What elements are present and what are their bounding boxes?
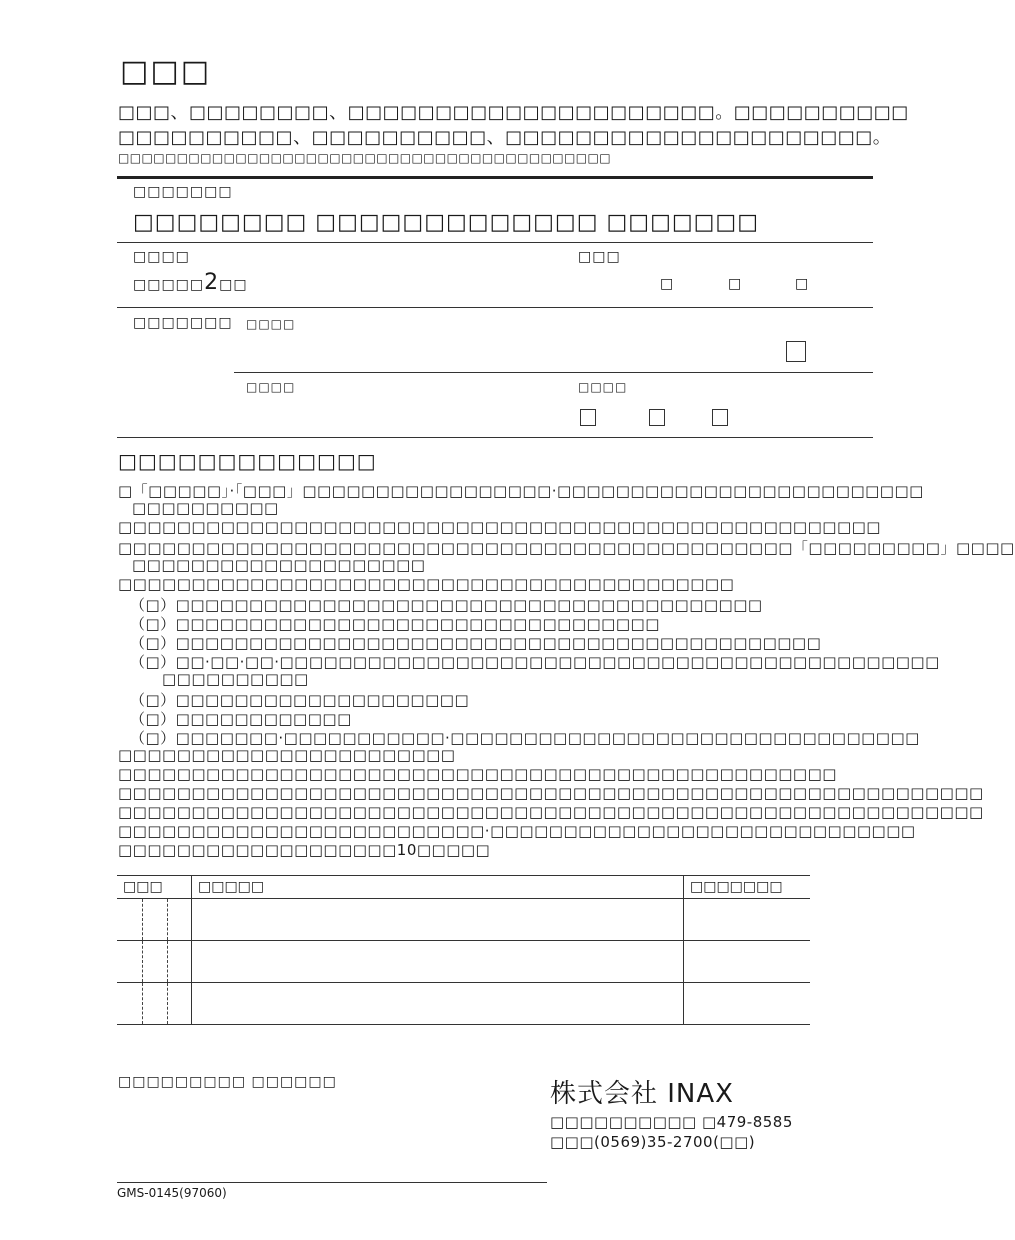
col-header-content: □□□□□ xyxy=(192,876,684,899)
phone-box-2[interactable] xyxy=(649,409,665,426)
purchase-date-label: □□□ xyxy=(578,249,621,265)
terms-line: □「□□□□□」·「□□□」□□□□□□□□□□□□□□□□□·□□□□□□□□□□□□□□□□□□□□□□□□□ xyxy=(118,482,924,500)
date-unit-year: □ xyxy=(660,276,675,292)
form-rule-1 xyxy=(117,242,873,243)
form-rule-3 xyxy=(234,372,873,373)
terms-line: （□）□□□□□□□·□□□□□□□□□□□·□□□□□□□□□□□□□□□□□□□□□□□□□□□□□□□□ xyxy=(130,729,920,747)
product-label: □□□□□□□ xyxy=(133,184,233,200)
warranty-period-label: □□□□ xyxy=(133,249,190,265)
period-suffix: □□ xyxy=(219,277,248,293)
service-history-table xyxy=(117,875,810,1025)
phone-box-1[interactable] xyxy=(580,409,596,426)
terms-line: □□□□□□□□□□□□□□□□□□□10□□□□□ xyxy=(118,841,491,859)
content-cell[interactable] xyxy=(192,899,684,941)
terms-line: （□）□□·□□·□□·□□□□□□□□□□□□□□□□□□□□□□□□□□□□□□□□□□□□□□□□□□□□□ xyxy=(130,653,940,671)
footer-code: GMS-0145(97060) xyxy=(117,1186,227,1200)
customer-name-label: □□□□ xyxy=(246,317,296,331)
form-top-rule xyxy=(117,176,873,179)
table-row xyxy=(117,899,810,941)
period-prefix: □□□□□ xyxy=(133,277,205,293)
customer-address-label: □□□□ xyxy=(246,380,296,394)
name-seal-box[interactable] xyxy=(786,341,806,362)
col-header-date: □□□ xyxy=(117,876,192,899)
terms-line: □□□□□□□□□□□□□□□□□□□□□□□□□□□□□□□□□□□□□□□□□□□□□□□□□ xyxy=(118,765,837,783)
terms-line: （□）□□□□□□□□□□□□□□□□□□□□□□□□□□□□□□□□□ xyxy=(130,615,660,633)
terms-line: □□□□□□□□□□□□□□□□□□□□□□□□□□□□□□□□□□□□□□□□□□□□□□□□□□□□□□□□□□□ xyxy=(118,784,984,802)
terms-line: □□□□□□□□□□□□□□□□□□□□□□□□□□□□□□□□□□□□□□□□□□ xyxy=(118,575,735,593)
terms-line: （□）□□□□□□□□□□□□□□□□□□□□□□□□□□□□□□□□□□□□□□□□□□□□ xyxy=(130,634,822,652)
period-number: 2 xyxy=(204,270,220,295)
terms-line: （□）□□□□□□□□□□□□ xyxy=(130,710,352,728)
terms-line: □□□□□□□□□□□□□□□□□□□□□□□□□□□□□□□□□□□□□□□□□□□□□□□□□□□□□□□□□□□ xyxy=(118,803,984,821)
intro-line-1: □□□、□□□□□□□□、□□□□□□□□□□□□□□□□□□□□□。□□□□□□□□□□ xyxy=(118,102,909,123)
terms-line: □□□□□□□□□□□□□□□□□□□□ xyxy=(132,556,426,574)
terms-heading: □□□□□□□□□□□□□ xyxy=(118,449,377,473)
form-rule-2 xyxy=(117,307,873,308)
content-cell[interactable] xyxy=(192,941,684,983)
date-cell[interactable] xyxy=(117,983,192,1025)
intro-line-2: □□□□□□□□□□、□□□□□□□□□□、□□□□□□□□□□□□□□□□□□□□□。 xyxy=(118,127,892,148)
staff-cell[interactable] xyxy=(684,899,811,941)
table-row xyxy=(117,983,810,1025)
col-header-staff: □□□□□□□ xyxy=(684,876,811,899)
terms-line: □□□□□□□□□□□□□□□□□□□□□□□□□□□□□□□□□□□□□□□□□□□□□□「□□□□□□□□□」□□□□ xyxy=(118,539,1015,557)
footer-rule xyxy=(117,1182,547,1183)
customer-phone-label: □□□□ xyxy=(578,380,628,394)
company-name: 株式会社 INAX xyxy=(550,1079,734,1109)
customer-label: □□□□□□□ xyxy=(133,315,233,331)
terms-line: □□□□□□□□□□ xyxy=(162,670,309,688)
date-unit-month: □ xyxy=(728,276,743,292)
terms-line: （□）□□□□□□□□□□□□□□□□□□□□□□□□□□□□□□□□□□□□□□□□ xyxy=(130,596,763,614)
content-cell[interactable] xyxy=(192,983,684,1025)
product-name: □□□□□□□□ □□□□□□□□□□□□□ □□□□□□□ xyxy=(133,210,759,235)
terms-line: （□）□□□□□□□□□□□□□□□□□□□□ xyxy=(130,691,470,709)
terms-line: □□□□□□□□□□□□□□□□□□□□□□□ xyxy=(118,746,456,764)
form-bottom-rule xyxy=(117,437,873,438)
company-address: □□□□□□□□□□ □479-8585 xyxy=(550,1113,793,1131)
date-cell[interactable] xyxy=(117,941,192,983)
terms-line: □□□□□□□□□□□□□□□□□□□□□□□□□□□□□□□□□□□□□□□□□□□□□□□□□□□□ xyxy=(118,518,881,536)
warranty-period-value xyxy=(133,270,248,295)
page-title: □□□ xyxy=(120,54,212,89)
intro-line-3: □□□□□□□□□□□□□□□□□□□□□□□□□□□□□□□□□□□□□□□□□□ xyxy=(118,151,611,165)
bottom-note: □□□□□□□□□ □□□□□□ xyxy=(118,1074,337,1090)
terms-line: □□□□□□□□□□ xyxy=(132,499,279,517)
terms-line: □□□□□□□□□□□□□□□□□□□□□□□□□·□□□□□□□□□□□□□□□□□□□□□□□□□□□□□ xyxy=(118,822,916,840)
company-phone: □□□(0569)35-2700(□□) xyxy=(550,1133,756,1151)
staff-cell[interactable] xyxy=(684,983,811,1025)
date-cell[interactable] xyxy=(117,899,192,941)
table-row xyxy=(117,941,810,983)
phone-box-3[interactable] xyxy=(712,409,728,426)
staff-cell[interactable] xyxy=(684,941,811,983)
table-header-row xyxy=(117,876,810,899)
date-unit-day: □ xyxy=(795,276,810,292)
